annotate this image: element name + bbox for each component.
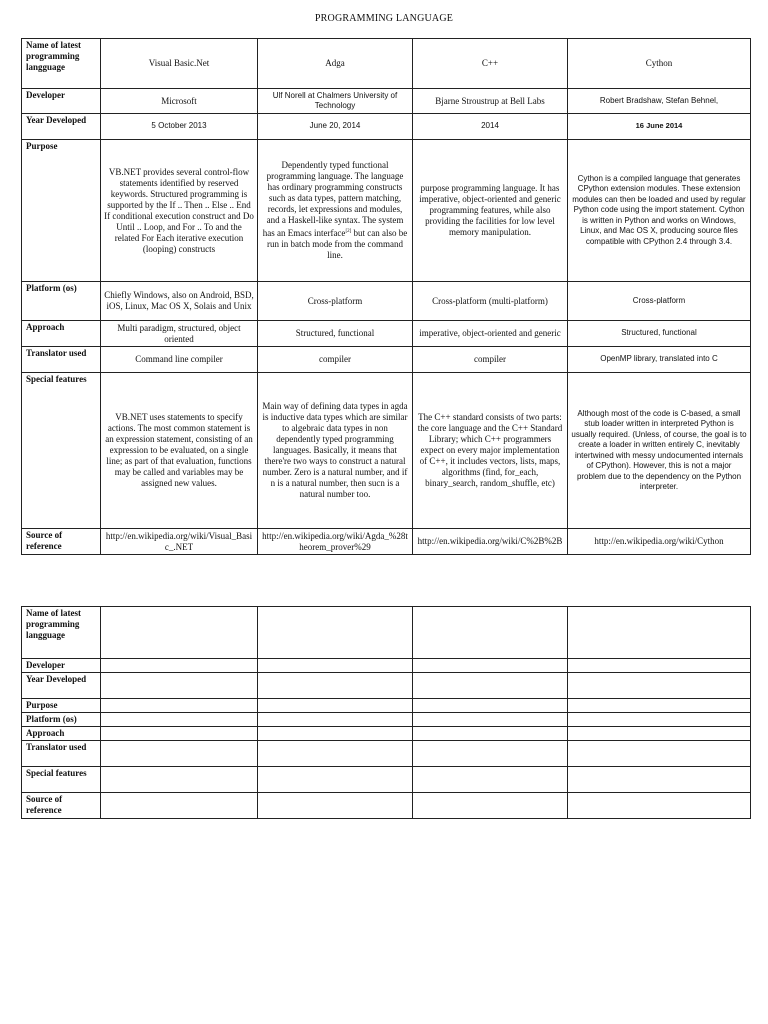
row-header-translator: Translator used — [22, 741, 101, 767]
row-header-year: Year Developed — [22, 673, 101, 699]
empty-cell[interactable] — [101, 713, 258, 727]
empty-cell[interactable] — [101, 673, 258, 699]
empty-cell[interactable] — [568, 699, 751, 713]
cell-agda-features: Main way of defining data types in agda is inductive data types which are similar to algebraic data types in non dependently typed programming languages. Basically, it means that there're two ways to construct a natural number. Zero is a natural number, and if n is a natural number, then sucn is a natural number too. — [258, 373, 413, 529]
empty-cell[interactable] — [101, 699, 258, 713]
empty-cell[interactable] — [101, 607, 258, 659]
empty-cell[interactable] — [258, 659, 413, 673]
cell-cpp-developer: Bjarne Stroustrup at Bell Labs — [413, 89, 568, 114]
cell-agda-platform: Cross-platform — [258, 282, 413, 321]
empty-cell[interactable] — [101, 767, 258, 793]
row-header-year: Year Developed — [22, 114, 101, 140]
cell-cython-year: 16 June 2014 — [568, 114, 751, 140]
cell-cpp-translator: compiler — [413, 347, 568, 373]
table-row — [22, 39, 751, 89]
empty-cell[interactable] — [568, 793, 751, 819]
empty-cell[interactable] — [413, 713, 568, 727]
empty-cell[interactable] — [568, 673, 751, 699]
cell-agda-approach: Structured, functional — [258, 321, 413, 347]
cell-vb-translator: Command line compiler — [101, 347, 258, 373]
cell-agda-purpose — [258, 140, 413, 282]
cell-cython-purpose: Cython is a compiled language that generates CPython extension modules. These extension modules can then be loaded and used by regular Python code using the import statement. Cython is written in Python and works on Windows, Linux, and Mac OS X, producing source files compatible with CPython 2.4 through 3.4. — [568, 140, 751, 282]
table-row — [22, 282, 751, 321]
filled-table — [21, 38, 751, 555]
row-header-name: Name of latest programming langguage — [22, 607, 101, 659]
empty-cell[interactable] — [101, 727, 258, 741]
blank-table — [21, 606, 751, 819]
table-row — [22, 373, 751, 529]
cell-cpp-features: The C++ standard consists of two parts: the core language and the C++ Standard Library; which C++ programmers expect on every major implementation of C++, it includes vectors, lists, maps, algorithms (find, for_each, binary_search, random_shuffle, etc) — [413, 373, 568, 529]
cell-cython-developer: Robert Bradshaw, Stefan Behnel, — [568, 89, 751, 114]
empty-cell[interactable] — [413, 607, 568, 659]
empty-cell[interactable] — [413, 793, 568, 819]
empty-cell[interactable] — [413, 767, 568, 793]
cell-cython-translator: OpenMP library, translated into C — [568, 347, 751, 373]
empty-cell[interactable] — [101, 659, 258, 673]
empty-cell[interactable] — [258, 793, 413, 819]
row-header-developer: Developer — [22, 659, 101, 673]
cell-cpp-purpose: purpose programming language. It has imperative, object-oriented and generic programming features, while also providing the facilities for low level memory manipulation. — [413, 140, 568, 282]
empty-cell[interactable] — [413, 673, 568, 699]
cell-vb-features: VB.NET uses statements to specify actions. The most common statement is an expression statement, consisting of an expression to be evaluated, on a single line; as part of that evaluation, functions may be called and variables may be assigned new values. — [101, 373, 258, 529]
empty-cell[interactable] — [258, 713, 413, 727]
table-row — [22, 699, 751, 713]
table-row — [22, 659, 751, 673]
cell-cpp-approach: imperative, object-oriented and generic — [413, 321, 568, 347]
empty-cell[interactable] — [258, 767, 413, 793]
row-header-purpose: Purpose — [22, 140, 101, 282]
table-row — [22, 347, 751, 373]
row-header-source: Source of reference — [22, 529, 101, 555]
agda-purpose-text-end: but can also be run in batch mode from the command line. — [267, 228, 408, 260]
cell-cpp-name: C++ — [413, 39, 568, 89]
cell-vb-year: 5 October 2013 — [101, 114, 258, 140]
table-row — [22, 673, 751, 699]
empty-cell[interactable] — [258, 741, 413, 767]
empty-cell[interactable] — [258, 699, 413, 713]
empty-cell[interactable] — [258, 673, 413, 699]
table-row — [22, 114, 751, 140]
page-title: PROGRAMMING LANGUAGE — [314, 13, 454, 24]
cell-agda-translator: compiler — [258, 347, 413, 373]
agda-purpose-text: Dependently typed functional programming language. The language has ordinary programming constructs such as data types, pattern matching, records, let expressions and modules, and a Haskell-like syntax. The system has an Emacs interface — [262, 160, 404, 238]
cell-vb-name: Visual Basic.Net — [101, 39, 258, 89]
cell-vb-developer: Microsoft — [101, 89, 258, 114]
table-row — [22, 140, 751, 282]
cell-agda-source-link[interactable]: http://en.wikipedia.org/wiki/Agda_%28theorem_prover%29 — [258, 529, 413, 555]
row-header-name: Name of latest programming langguage — [22, 39, 101, 89]
empty-cell[interactable] — [568, 767, 751, 793]
empty-cell[interactable] — [568, 659, 751, 673]
table-row — [22, 607, 751, 659]
table-row — [22, 713, 751, 727]
empty-cell[interactable] — [413, 741, 568, 767]
table-row — [22, 529, 751, 555]
table-row — [22, 89, 751, 114]
cell-cython-features: Although most of the code is C-based, a small stub loader written in interpreted Python is usually required. (Unless, of course, the goal is to create a loader in written entirely C, inevitably intertwined with messy undocumented internals of CPython). However, this is not a major problem due to the dependency on the Python interpreter. — [568, 373, 751, 529]
row-header-approach: Approach — [22, 321, 101, 347]
empty-cell[interactable] — [258, 727, 413, 741]
cell-cpp-platform: Cross-platform (multi-platform) — [413, 282, 568, 321]
table-row — [22, 321, 751, 347]
cell-cpp-source-link[interactable]: http://en.wikipedia.org/wiki/C%2B%2B — [413, 529, 568, 555]
table-row — [22, 741, 751, 767]
empty-cell[interactable] — [413, 659, 568, 673]
cell-vb-approach: Multi paradigm, structured, object oriented — [101, 321, 258, 347]
table-row — [22, 727, 751, 741]
row-header-platform: Platform (os) — [22, 713, 101, 727]
empty-cell[interactable] — [568, 607, 751, 659]
table-row — [22, 793, 751, 819]
citation-link[interactable]: [2] — [345, 229, 352, 234]
empty-cell[interactable] — [258, 607, 413, 659]
empty-cell[interactable] — [568, 727, 751, 741]
cell-vb-purpose: VB.NET provides several control-flow statements identified by reserved keywords. Structured programming is supported by the If .. Then .. Else .. End If conditional execution construct and Do Until .. Loop, and For .. To and the related For Each iterative execution (looping) constructs — [101, 140, 258, 282]
cell-vb-source-link[interactable]: http://en.wikipedia.org/wiki/Visual_Basic_.NET — [101, 529, 258, 555]
row-header-approach: Approach — [22, 727, 101, 741]
row-header-source: Source of reference — [22, 793, 101, 819]
row-header-developer: Developer — [22, 89, 101, 114]
table-row — [22, 767, 751, 793]
cell-vb-platform: Chiefly Windows, also on Android, BSD, iOS, Linux, Mac OS X, Solais and Unix — [101, 282, 258, 321]
cell-cython-platform: Cross-platform — [568, 282, 751, 321]
cell-cython-approach: Structured, functional — [568, 321, 751, 347]
row-header-translator: Translator used — [22, 347, 101, 373]
empty-cell[interactable] — [101, 741, 258, 767]
cell-cpp-year: 2014 — [413, 114, 568, 140]
row-header-features: Special features — [22, 767, 101, 793]
empty-cell[interactable] — [101, 793, 258, 819]
empty-cell[interactable] — [568, 713, 751, 727]
row-header-features: Special features — [22, 373, 101, 529]
empty-cell[interactable] — [413, 727, 568, 741]
empty-cell[interactable] — [413, 699, 568, 713]
cell-agda-developer: Ulf Norell at Chalmers University of Technology — [258, 89, 413, 114]
row-header-platform: Platform (os) — [22, 282, 101, 321]
empty-cell[interactable] — [568, 741, 751, 767]
row-header-purpose: Purpose — [22, 699, 101, 713]
cell-agda-year: June 20, 2014 — [258, 114, 413, 140]
cell-agda-name: Adga — [258, 39, 413, 89]
cell-cython-name: Cython — [568, 39, 751, 89]
cell-cython-source-link[interactable]: http://en.wikipedia.org/wiki/Cython — [568, 529, 751, 555]
